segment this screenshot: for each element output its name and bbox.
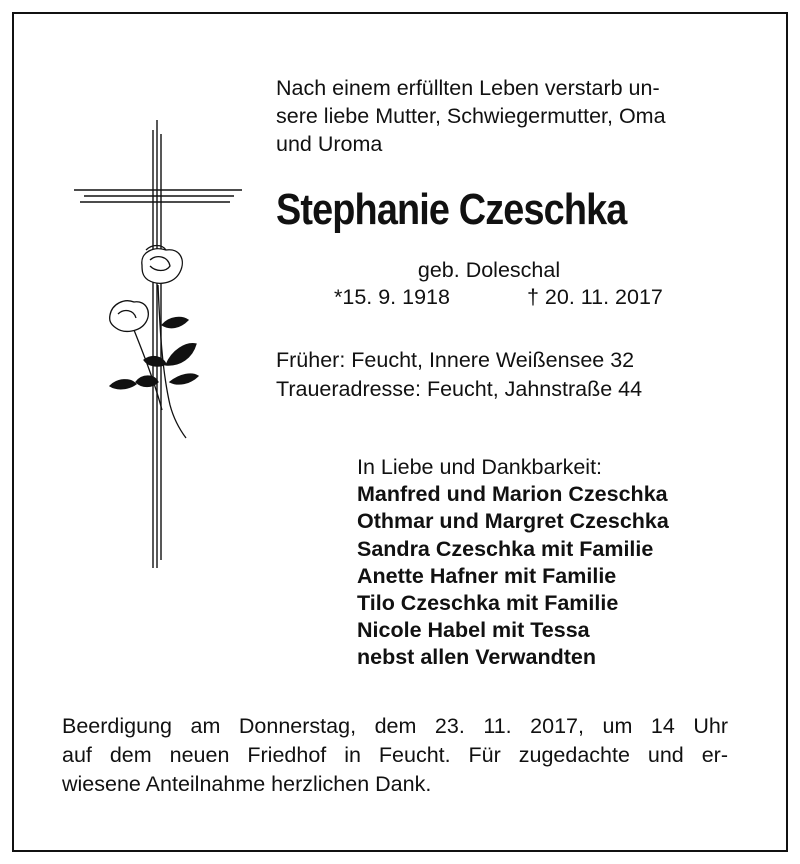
intro-line: sere liebe Mutter, Schwiegermutter, Oma bbox=[276, 104, 666, 128]
birth-date: *15. 9. 1918 bbox=[334, 285, 450, 309]
mourners-block bbox=[357, 454, 669, 672]
funeral-line: auf dem neuen Friedhof in Feucht. Für zugedachte und er- bbox=[62, 743, 728, 767]
funeral-line: wiesene Anteilnahme herzlichen Dank. bbox=[62, 772, 432, 796]
intro-line: und Uroma bbox=[276, 132, 383, 156]
mourners-intro: In Liebe und Dankbarkeit: bbox=[357, 455, 603, 479]
mourner-line: Sandra Czeschka mit Familie bbox=[357, 536, 654, 561]
former-address: Früher: Feucht, Innere Weißensee 32 bbox=[276, 348, 635, 372]
deceased-name: Stephanie Czeschka bbox=[276, 185, 627, 234]
mourner-line: Nicole Habel mit Tessa bbox=[357, 618, 590, 643]
death-date: † 20. 11. 2017 bbox=[527, 285, 663, 309]
mourner-line: Manfred und Marion Czeschka bbox=[357, 482, 668, 507]
funeral-info bbox=[62, 712, 728, 799]
cross-with-rose-icon bbox=[62, 120, 252, 570]
addresses bbox=[276, 346, 642, 404]
mourning-address: Traueradresse: Feucht, Jahnstraße 44 bbox=[276, 377, 643, 401]
mourner-line: Tilo Czeschka mit Familie bbox=[357, 591, 619, 616]
mourner-line: Othmar und Margret Czeschka bbox=[357, 509, 669, 534]
funeral-line: Beerdigung am Donnerstag, dem 23. 11. 2017, um 14 Uhr bbox=[62, 714, 728, 738]
intro-text bbox=[276, 74, 746, 158]
mourner-line: nebst allen Verwandten bbox=[357, 645, 596, 670]
maiden-name: geb. Doleschal bbox=[417, 258, 561, 282]
intro-line: Nach einem erfüllten Leben verstarb un- bbox=[276, 76, 660, 100]
mourner-line: Anette Hafner mit Familie bbox=[357, 563, 617, 588]
